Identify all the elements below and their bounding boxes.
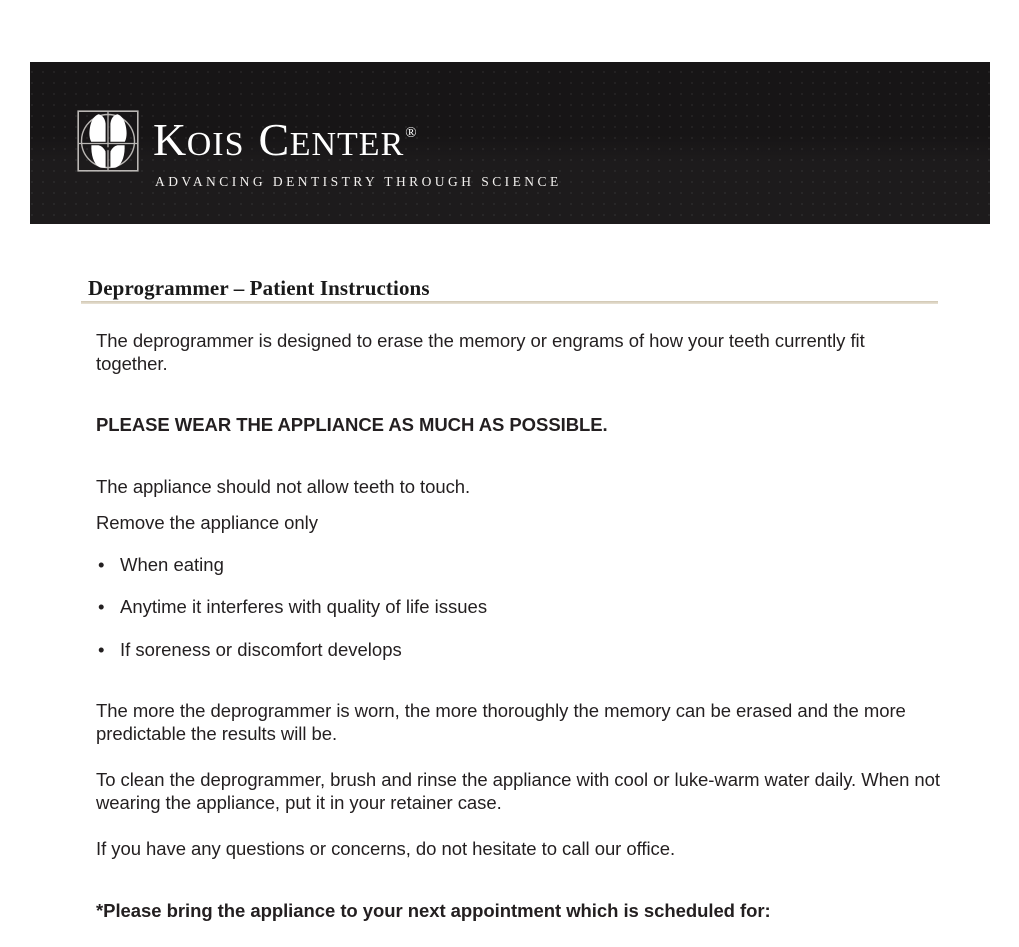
kois-tooth-square-logo-icon [77, 110, 139, 172]
wordmark-ois: OIS [186, 126, 245, 163]
title-divider [81, 301, 938, 304]
bullet-icon: • [98, 596, 105, 617]
spacer [96, 437, 941, 476]
appointment-note: *Please bring the appliance to your next appointment which is scheduled for: [96, 899, 771, 921]
wear-more-paragraph: The more the deprogrammer is worn, the more thoroughly the memory can be erased and the more predictable the results will be. [96, 700, 906, 744]
list-item-label: Anytime it interferes with quality of life issues [120, 596, 488, 617]
wordmark-block [153, 108, 562, 190]
brand-tagline: ADVANCING DENTISTRY THROUGH SCIENCE [155, 174, 562, 189]
bullet-icon: • [98, 638, 105, 660]
spacer [96, 498, 941, 512]
spacer [96, 814, 941, 838]
list-item [96, 639, 941, 662]
list-item [96, 554, 941, 577]
registered-trademark-icon: ® [405, 125, 418, 141]
spacer [96, 535, 941, 554]
wordmark-c: C [258, 114, 290, 165]
spacer [96, 745, 941, 769]
list-item-label: When eating [120, 553, 224, 575]
brand-wordmark [153, 108, 562, 170]
cleaning-paragraph: To clean the deprogrammer, brush and rinse the appliance with cool or luke-warm water daily. When not wearing the appliance, put it in your retainer case. [96, 769, 940, 813]
spacer [96, 375, 941, 414]
spacer [96, 861, 941, 900]
intro-paragraph: The deprogrammer is designed to erase the memory or engrams of how your teeth currently fit together. [96, 330, 865, 374]
questions-paragraph: If you have any questions or concerns, do not hesitate to call our office. [96, 838, 676, 859]
remove-conditions-list [96, 554, 941, 662]
list-item [96, 596, 941, 619]
list-item-label: If soreness or discomfort develops [120, 638, 402, 660]
remove-lead-in: Remove the appliance only [96, 512, 318, 533]
emphasis-heading: PLEASE WEAR THE APPLIANCE AS MUCH AS POSSIBLE. [96, 414, 608, 435]
appliance-note: The appliance should not allow teeth to touch. [96, 475, 471, 497]
wordmark-k: K [153, 114, 187, 165]
wordmark-enter: ENTER [289, 126, 405, 163]
spacer [96, 661, 941, 700]
page-title: Deprogrammer – Patient Instructions [88, 276, 430, 300]
document-body [96, 330, 941, 922]
header-banner [30, 62, 990, 224]
brand-logo-lockup [77, 108, 562, 190]
bullet-icon: • [98, 553, 105, 575]
